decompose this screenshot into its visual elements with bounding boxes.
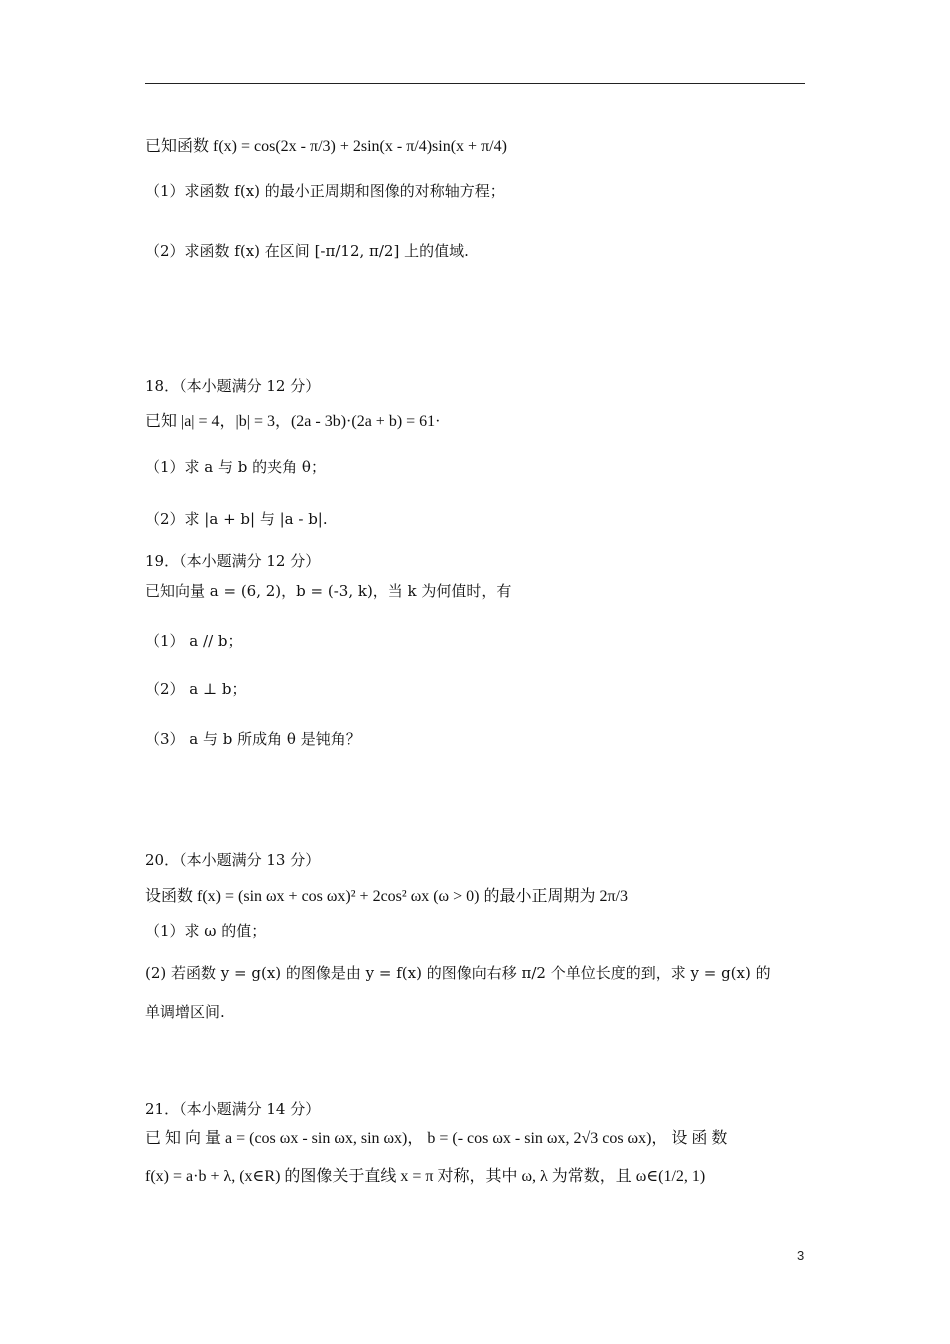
- q18-given: 已知 |a| = 4，|b| = 3，(2a - 3b)·(2a + b) = 61·: [145, 413, 441, 430]
- q20-part1: （1）求 ω 的值；: [145, 922, 267, 940]
- q20-given: 设函数 f(x) = (sin ωx + cos ωx)² + 2cos² ωx (ω > 0) 的最小正周期为 2π/3: [145, 888, 628, 905]
- q17-part2: （2）求函数 f(x) 在区间 [-π/12, π/2] 上的值域.: [145, 242, 469, 260]
- q19-part1: （1） a // b；: [145, 632, 243, 650]
- q19-header: 19．（本小题满分 12 分）: [145, 552, 321, 570]
- q20-part2: (2) 若函数 y = g(x) 的图像是由 y = f(x) 的图像向右移 π/2 个单位长度的到，求 y = g(x) 的: [145, 964, 771, 982]
- q21-given: 已 知 向 量 a = (cos ωx - sin ωx, sin ωx)， b = (- cos ωx - sin ωx, 2√3 cos ωx)， 设 函 数: [145, 1130, 728, 1147]
- page-number: 3: [797, 1248, 805, 1263]
- q20-header: 20．（本小题满分 13 分）: [145, 851, 321, 869]
- q18-header: 18．（本小题满分 12 分）: [145, 377, 321, 395]
- q17-intro: 已知函数 f(x) = cos(2x - π/3) + 2sin(x - π/4)sin(x + π/4): [145, 138, 507, 155]
- q20-part2-cont: 单调增区间.: [145, 1003, 225, 1021]
- q19-given: 已知向量 a = (6, 2)，b = (-3, k)，当 k 为何值时，有: [145, 582, 512, 600]
- q21-header: 21．（本小题满分 14 分）: [145, 1100, 321, 1118]
- q18-part2: （2）求 |a + b| 与 |a - b|.: [145, 510, 328, 528]
- q19-part3: （3） a 与 b 所成角 θ 是钝角？: [145, 730, 361, 748]
- q17-part1: （1）求函数 f(x) 的最小正周期和图像的对称轴方程；: [145, 182, 505, 200]
- q19-part2: （2） a ⊥ b；: [145, 680, 247, 698]
- q21-given-cont: f(x) = a·b + λ, (x∈R) 的图像关于直线 x = π 对称，其中 ω, λ 为常数，且 ω∈(1/2, 1): [145, 1168, 706, 1185]
- q18-part1: （1）求 a 与 b 的夹角 θ；: [145, 458, 326, 476]
- header-rule: [145, 83, 805, 84]
